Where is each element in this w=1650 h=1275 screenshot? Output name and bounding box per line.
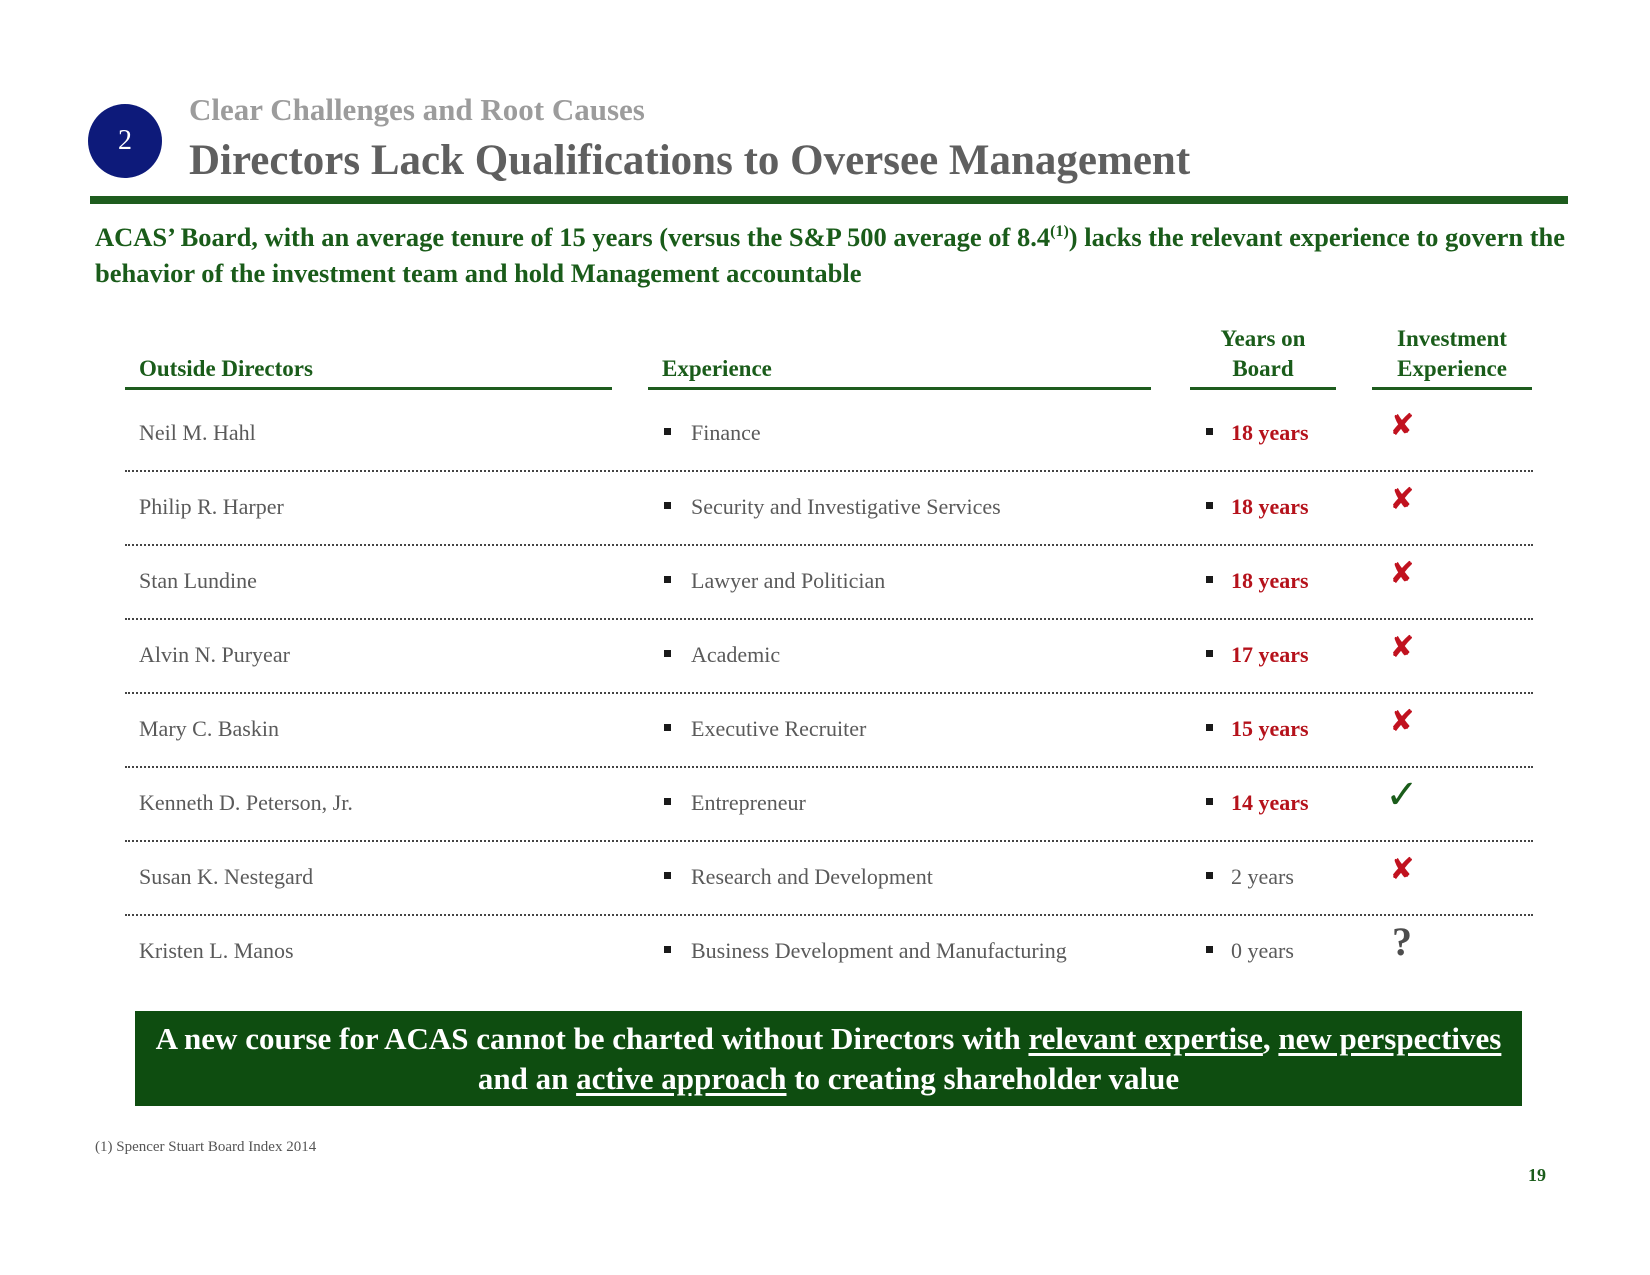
director-name: Philip R. Harper <box>139 494 284 519</box>
table-row <box>125 472 1533 546</box>
checkmark-icon: ✓ <box>1385 772 1419 818</box>
table-row <box>125 546 1533 620</box>
experience-text: Lawyer and Politician <box>691 568 886 593</box>
bullet-icon <box>664 724 671 731</box>
callout-relevant-expertise: relevant expertise <box>1028 1021 1263 1056</box>
table-row <box>125 842 1533 916</box>
intro-text-end: ) lacks the relevant experience to govern the behavior of the investment team and hold Management accountable <box>95 222 1566 288</box>
callout-text-1: A new course for ACAS cannot be charted without Directors with <box>155 1021 1029 1056</box>
cross-icon: ✘ <box>1389 556 1415 591</box>
cross-icon: ✘ <box>1389 630 1415 665</box>
years-on-board-cell <box>1206 790 1309 816</box>
experience-text: Security and Investigative Services <box>691 494 1001 519</box>
callout-text-3: and an <box>477 1061 577 1096</box>
years-text: 17 years <box>1231 642 1309 667</box>
director-name: Kenneth D. Peterson, Jr. <box>139 790 353 815</box>
years-text: 18 years <box>1231 568 1309 593</box>
callout-new-perspectives: new perspectives <box>1278 1021 1502 1056</box>
intro-statement <box>95 219 1575 291</box>
table-row <box>125 398 1533 472</box>
director-name: Alvin N. Puryear <box>139 642 290 667</box>
years-on-board-cell <box>1206 716 1309 742</box>
cross-icon: ✘ <box>1389 704 1415 739</box>
experience-text: Finance <box>691 420 761 445</box>
table-row <box>125 768 1533 842</box>
section-label: Clear Challenges and Root Causes <box>189 92 645 127</box>
page-title: Directors Lack Qualifications to Oversee Management <box>189 137 1191 184</box>
intro-text-start: ACAS’ Board, with an average tenure of 15 years (versus the S&P 500 average of 8.4 <box>95 222 1051 252</box>
callout-text-2: , <box>1262 1021 1279 1056</box>
years-text: 18 years <box>1231 494 1309 519</box>
bullet-icon <box>1206 502 1213 509</box>
years-on-board-cell <box>1206 938 1294 964</box>
section-number-badge: 2 <box>88 104 162 178</box>
years-on-board-cell <box>1206 568 1309 594</box>
cross-icon: ✘ <box>1389 408 1415 443</box>
years-text: 0 years <box>1231 938 1294 963</box>
experience-cell <box>664 790 806 816</box>
callout-active-approach: active approach <box>576 1061 787 1096</box>
bullet-icon <box>1206 798 1213 805</box>
experience-cell <box>664 494 1001 520</box>
director-name: Stan Lundine <box>139 568 257 593</box>
page-number: 19 <box>1528 1165 1546 1185</box>
experience-text: Executive Recruiter <box>691 716 867 741</box>
bullet-icon <box>664 576 671 583</box>
table-row <box>125 916 1533 990</box>
years-on-board-cell <box>1206 642 1309 668</box>
bullet-icon <box>664 502 671 509</box>
experience-text: Academic <box>691 642 781 667</box>
years-text: 15 years <box>1231 716 1309 741</box>
callout-text-4: to creating shareholder value <box>786 1061 1180 1096</box>
cross-icon: ✘ <box>1389 852 1415 887</box>
header-outside-directors: Outside Directors <box>125 354 612 390</box>
bullet-icon <box>664 650 671 657</box>
bullet-icon <box>1206 428 1213 435</box>
experience-cell <box>664 642 780 668</box>
years-on-board-cell <box>1206 864 1294 890</box>
years-on-board-cell <box>1206 494 1309 520</box>
title-divider <box>90 196 1568 204</box>
director-name: Neil M. Hahl <box>139 420 256 445</box>
experience-cell <box>664 864 933 890</box>
experience-text: Entrepreneur <box>691 790 806 815</box>
experience-cell <box>664 420 761 446</box>
experience-cell <box>664 938 1067 964</box>
header-investment-experience <box>1372 324 1532 390</box>
experience-cell <box>664 716 866 742</box>
bullet-icon <box>1206 576 1213 583</box>
bullet-icon <box>664 946 671 953</box>
header-years-line1: Years on <box>1220 326 1306 351</box>
bullet-icon <box>1206 650 1213 657</box>
header-years-on-board <box>1190 324 1336 390</box>
cross-icon: ✘ <box>1389 482 1415 517</box>
experience-text: Research and Development <box>691 864 933 889</box>
bullet-icon <box>1206 946 1213 953</box>
years-text: 18 years <box>1231 420 1309 445</box>
years-text: 2 years <box>1231 864 1294 889</box>
director-name: Mary C. Baskin <box>139 716 279 741</box>
header-years-line2: Board <box>1232 356 1294 381</box>
callout-banner <box>135 1011 1522 1106</box>
footnote: (1) Spencer Stuart Board Index 2014 <box>95 1139 317 1155</box>
intro-footnote-ref: (1) <box>1050 223 1069 241</box>
bullet-icon <box>664 798 671 805</box>
header-invest-line1: Investment <box>1397 326 1507 351</box>
years-on-board-cell <box>1206 420 1309 446</box>
bullet-icon <box>1206 724 1213 731</box>
bullet-icon <box>664 428 671 435</box>
experience-text: Business Development and Manufacturing <box>691 938 1067 963</box>
question-mark-icon: ? <box>1392 919 1412 964</box>
header-invest-line2: Experience <box>1397 356 1507 381</box>
director-name: Kristen L. Manos <box>139 938 294 963</box>
experience-cell <box>664 568 885 594</box>
years-text: 14 years <box>1231 790 1309 815</box>
table-row <box>125 694 1533 768</box>
header-experience: Experience <box>648 354 1151 390</box>
table-row <box>125 620 1533 694</box>
bullet-icon <box>1206 872 1213 879</box>
director-name: Susan K. Nestegard <box>139 864 314 889</box>
bullet-icon <box>664 872 671 879</box>
